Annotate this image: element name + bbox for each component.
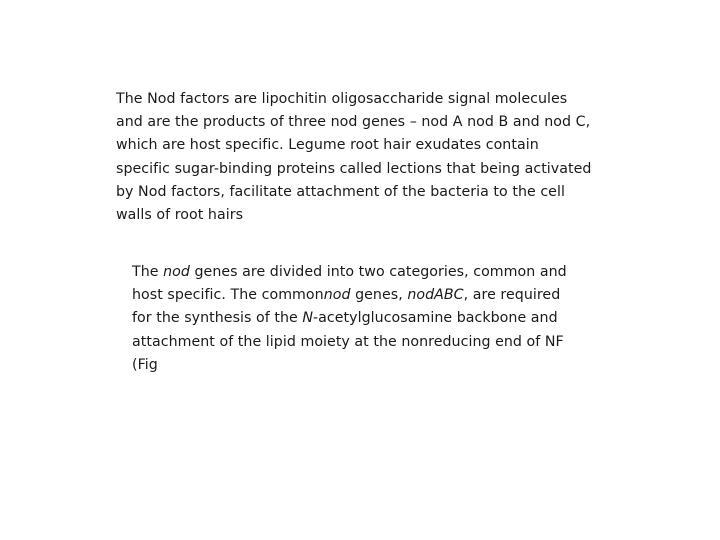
p2-italic-nod-1: nod [163, 264, 190, 280]
p2-text-5: -acetylglucosamine backbone and attachment of the lipid moiety at the nonreducing end of NF (Fig [132, 310, 564, 373]
p2-italic-n: N [302, 310, 314, 327]
p2-text-4: , are required for the synthesis of the [132, 287, 561, 327]
paragraph-nod-factors: The Nod factors are lipochitin oligosaccharide signal molecules and are the products of three nod genes – nod A nod B and nod C, which are host specific. Legume root hair exudates contain specific sugar-binding proteins called lections that being activated by Nod factors, facilitate attachment of the bacteria to the cell walls of root hairs [116, 91, 592, 224]
p2-text-1: The [132, 264, 164, 280]
p2-italic-nod-2: nod [323, 287, 351, 304]
p2-text-2: genes are divided into two categories, common and host specific. The common [132, 264, 567, 304]
p2-italic-nodabc: nodABC [407, 287, 464, 304]
paragraph-nod-genes [132, 261, 584, 377]
p2-text-3: genes, [350, 287, 408, 304]
